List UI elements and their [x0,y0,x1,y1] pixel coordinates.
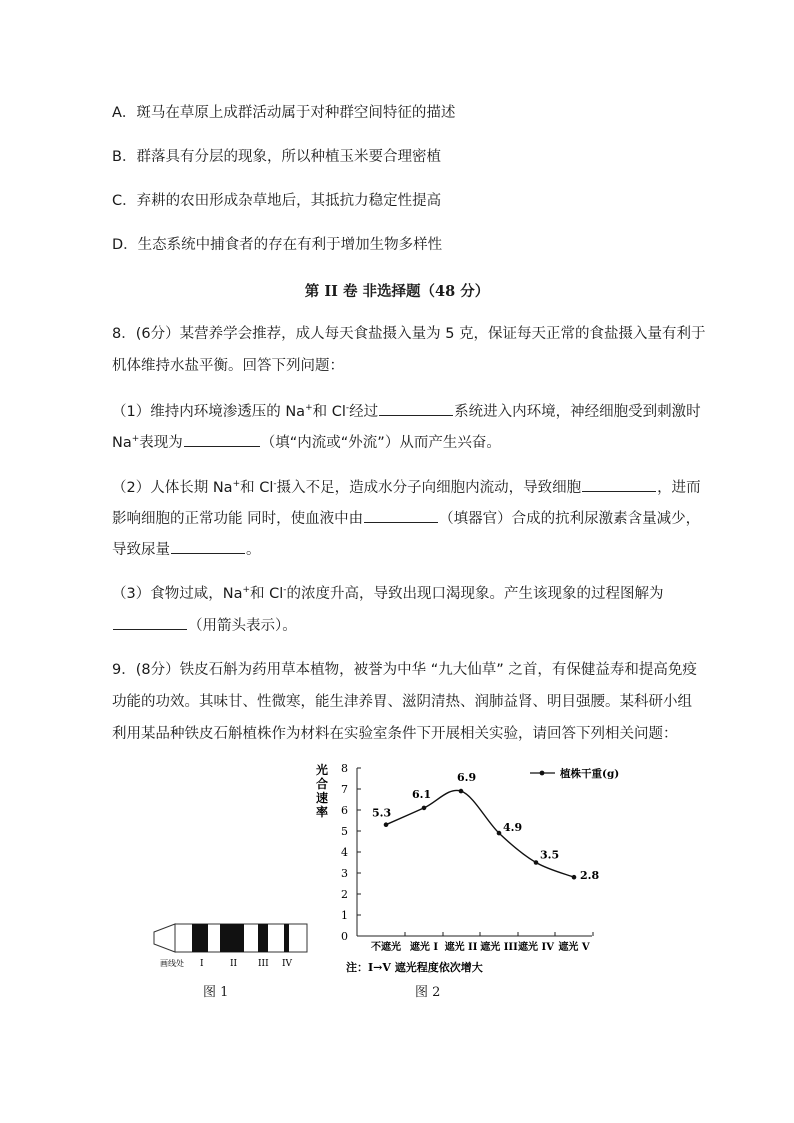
q8-part2-line3 [112,539,261,560]
y-tick-label: 4 [341,846,348,859]
q8-intro-line1: 8．(6分）某营养学会推荐，成人每天食盐摄入量为 5 克，保证每天正常的食盐摄入量有利于 [112,326,706,342]
q8-p2-text-h: 。 [246,542,261,558]
q8-p2-text-g: 导致尿量 [112,542,170,558]
sup-plus: + [131,434,140,445]
y-tick-label: 6 [341,804,348,817]
legend [530,767,619,780]
option-b: B．群落具有分层的现象，所以种植玉米要合理密植 [112,149,441,165]
y-axis-label-char: 率 [316,805,329,819]
band-3 [258,924,268,952]
figure1-stem-diagram [150,918,312,970]
x-tick-label: 遮光 V [558,942,590,953]
data-point [422,806,427,811]
q8-p1-text-e: Na [112,435,132,451]
sup-plus: + [242,585,251,596]
x-tick-label: 遮光 III [480,942,518,953]
option-c: C．弃耕的农田形成杂草地后，其抵抗力稳定性提高 [112,193,442,209]
y-tick-label: 1 [341,909,348,922]
q8-p1-text-g: （填“内流或“外流”）从而产生兴奋。 [260,435,501,451]
q8-p1-text-d: 系统进入内环境，神经细胞受到刺激时 [454,404,701,420]
stem-tip-shape [154,924,175,952]
data-label: 6.9 [457,771,477,785]
q8-p2-text-a: （2）人体长期 Na [112,480,233,496]
answer-blank[interactable] [364,508,438,523]
legend-label: 植株干重(g) [560,768,620,780]
sup-minus: - [273,479,277,490]
sup-minus: - [345,403,350,414]
fig1-label-i: I [200,959,204,969]
q9-line1: 9．(8分）铁皮石斛为药用草本植物，被誉为中华 “九大仙草” 之首，有保健益寿和提高免疫 [112,662,697,678]
option-a: A．斑马在草原上成群活动属于对种群空间特征的描述 [112,105,456,121]
fig1-label-iii: III [258,959,269,969]
x-tick-label: 遮光 I [409,942,439,953]
y-tick-label: 7 [341,783,348,796]
sup-minus: - [283,585,287,596]
answer-blank[interactable] [582,477,656,492]
figure2-line-chart [312,758,620,978]
q8-p1-text-f: 表现为 [139,435,183,451]
x-tick-label: 不遮光 [371,942,401,953]
q8-p3-text-c: 的浓度升高，导致出现口渴现象。产生该现象的过程图解为 [286,586,664,602]
q8-p3-text-d: （用箭头表示）。 [188,618,297,634]
q8-p1-text-c: 经过 [349,404,379,420]
legend-marker [540,771,545,776]
q8-p3-text-b: 和 Cl [250,586,284,602]
y-tick-label: 3 [341,867,348,880]
answer-blank[interactable] [171,539,245,554]
section-title: 第 II 卷 非选择题（48 分） [304,283,490,300]
data-label: 2.8 [580,869,600,883]
q8-p3-text-a: （3）食物过咸，Na [112,586,243,602]
q9-line2: 功能的功效。其味甘、性微寒，能生津养胃、滋阴清热、润肺益肾、明目强腰。某科研小组 [112,694,692,710]
q8-part1-line1 [112,401,701,422]
data-point [497,831,502,836]
fig1-label-mark: 画线处 [160,959,184,968]
y-axis-label-char: 速 [316,791,329,805]
q8-p2-text-d: ，进而 [657,480,701,496]
q9-line3: 利用某品种铁皮石斛植株作为材料在实验室条件下开展相关实验，请回答下列相关问题： [112,726,678,742]
fig1-label-iv: IV [282,959,293,969]
data-label: 5.3 [372,806,392,820]
band-1 [192,924,208,952]
q8-part2-line2 [112,508,700,529]
q8-p1-text-a: （1）维持内环境渗透压的 Na [112,404,306,420]
data-point [459,789,464,794]
data-label: 6.1 [412,787,432,801]
q8-p2-text-e: 影响细胞的正常功能 同时，使血液中由 [112,511,364,527]
band-2 [220,924,244,952]
data-label: 3.5 [540,848,560,862]
sup-plus: + [232,479,241,490]
y-tick-label: 0 [341,930,348,943]
q8-p1-text-b: 和 Cl [312,404,346,420]
data-point [384,822,389,827]
y-tick-label: 8 [341,762,348,775]
q8-part1-line2 [112,432,501,453]
q8-part2-line1 [112,477,701,498]
answer-blank[interactable] [113,615,187,630]
sup-plus: + [305,403,313,414]
q8-part3-line2 [112,615,297,636]
x-tick-label: 遮光 IV [518,942,554,953]
option-d: D．生态系统中捕食者的存在有利于增加生物多样性 [112,237,443,253]
q8-p2-text-b: 和 Cl [240,480,274,496]
q8-part3-line1 [112,584,664,604]
y-axis-label-char: 光 [316,763,329,777]
y-axis-label [316,762,328,819]
fig1-label-ii: II [230,959,238,969]
q8-intro-line2: 机体维持水盐平衡。回答下列问题： [112,358,344,374]
y-tick-label: 5 [341,825,348,838]
series-line [386,787,574,877]
data-label: 4.9 [503,821,523,835]
data-point [572,875,577,880]
q8-p2-text-c: 摄入不足，造成水分子向细胞内流动，导致细胞 [276,480,582,496]
y-axis-label-char: 合 [316,777,329,791]
y-tick-label: 2 [341,888,348,901]
x-tick-label: 遮光 II [444,942,478,953]
q8-p2-text-f: （填器官）合成的抗利尿激素含量减少， [439,511,701,527]
figure1-caption: 图 1 [203,985,229,1000]
data-point [534,860,539,865]
answer-blank[interactable] [379,401,453,416]
band-4 [284,924,289,952]
answer-blank[interactable] [184,432,260,447]
chart-note: 注：I→V 遮光程度依次增大 [346,961,483,974]
figure2-caption: 图 2 [415,985,441,1000]
